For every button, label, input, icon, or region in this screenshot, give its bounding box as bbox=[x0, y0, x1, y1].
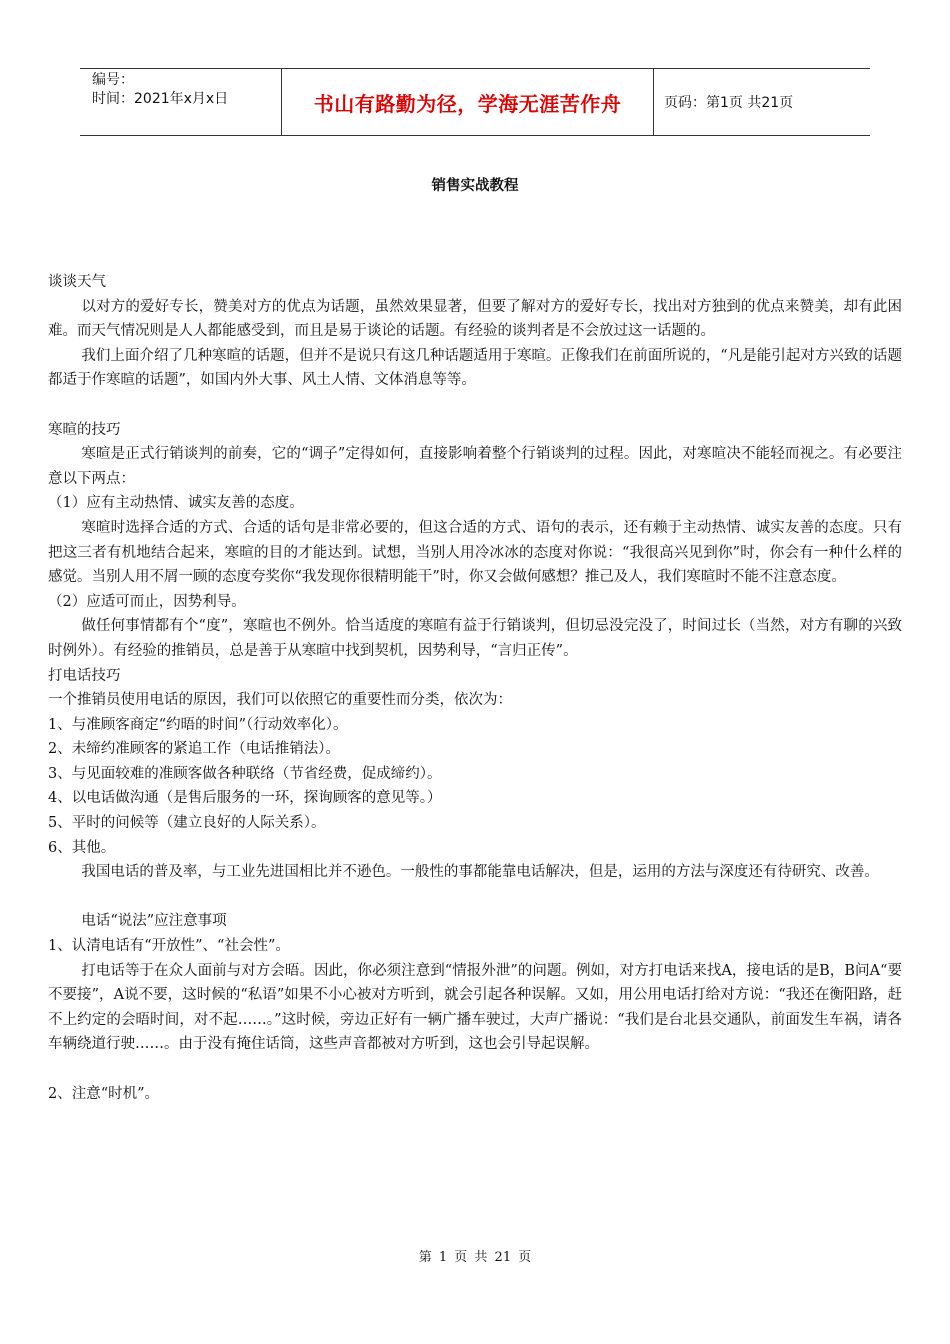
document-body bbox=[48, 270, 902, 1106]
document-title: 销售实战教程 bbox=[431, 178, 519, 194]
list-item: 1、认清电话有“开放性”、“社会性”。 bbox=[48, 938, 290, 955]
header-page-cell bbox=[654, 69, 870, 135]
list-item: 6、其他。 bbox=[48, 839, 116, 856]
paragraph: 一个推销员使用电话的原因，我们可以依照它的重要性而分类，依次为： bbox=[48, 692, 512, 709]
paragraph: 我们上面介绍了几种寒暄的话题，但并不是说只有这几种话题适用于寒暄。正像我们在前面所说的，“凡是能引起对方兴致的话题都适于作寒暄的话题”，如国内外大事、风土人情、文体消息等等。 bbox=[48, 347, 902, 389]
document-date: 时间：2021年x月x日 bbox=[92, 91, 229, 107]
paragraph: 打电话等于在众人面前与对方会晤。因此，你必须注意到“情报外泄”的问题。例如，对方打电话来找A，接电话的是B，B问A“要不要接”，A说不要，这时候的“私语”如果不小心被对方听到，就会引起各种误解。又如，用公用电话打给对方说：“我还在衡阳路，赶不上约定的会晤时间，对不起……。”这时候，旁边正好有一辆广播车驶过，大声广播说：“我们是台北县交通队，前面发生车祸，请各车辆绕道行驶……。由于没有掩住话筒，这些声音都被对方听到，这也会引导起误解。 bbox=[48, 962, 902, 1053]
paragraph: 做任何事情都有个“度”，寒暄也不例外。恰当适度的寒暄有益于行销谈判，但切忌没完没了，时间过长（当然，对方有聊的兴致时例外）。有经验的推销员，总是善于从寒暄中找到契机，因势利导，“言归正传”。 bbox=[48, 618, 902, 659]
header-table bbox=[80, 68, 870, 136]
header-motto-cell bbox=[282, 69, 654, 135]
list-item: （1）应有主动热情、诚实友善的态度。 bbox=[48, 495, 304, 512]
list-item: 3、与见面较难的准顾客做各种联络（节省经费，促成缔约）。 bbox=[48, 765, 442, 782]
paragraph: 寒暄是正式行销谈判的前奏，它的“调子”定得如何，直接影响着整个行销谈判的过程。因此，对寒暄决不能轻而视之。有必要注意以下两点： bbox=[48, 446, 902, 487]
header-motto: 书山有路勤为径，学海无涯苦作舟 bbox=[313, 91, 622, 116]
list-item: （2）应适可而止，因势利导。 bbox=[48, 593, 246, 610]
page-footer: 第 1 页 共 21 页 bbox=[418, 1250, 532, 1265]
list-item: 5、平时的问候等（建立良好的人际关系）。 bbox=[48, 815, 326, 832]
header-page-info: 页码：第1页 共21页 bbox=[664, 95, 794, 111]
paragraph: 寒暄时选择合适的方式、合适的话句是非常必要的，但这合适的方式、语句的表示，还有赖于主动热情、诚实友善的态度。只有把这三者有机地结合起来，寒暄的目的才能达到。试想，当别人用冷冰冰的态度对你说：“我很高兴见到你”时，你会有一种什么样的感觉。当别人用不屑一顾的态度夸奖你“我发现你很精明能干”时，你又会做何感想？推己及人，我们寒暄时不能不注意态度。 bbox=[48, 519, 902, 586]
section-heading-greeting-skills: 寒暄的技巧 bbox=[48, 421, 121, 438]
section-heading-phone-notes: 电话“说法”应注意事项 bbox=[81, 913, 227, 930]
list-item: 2、未缔约准顾客的紧追工作（电话推销法）。 bbox=[48, 741, 340, 758]
section-heading-phone-skills: 打电话技巧 bbox=[48, 667, 121, 684]
paragraph: 以对方的爱好专长，赞美对方的优点为话题，虽然效果显著，但要了解对方的爱好专长，找出对方独到的优点来赞美，却有此困难。而天气情况则是人人都能感受到，而且是易于谈论的话题。有经验的谈判者是不会放过这一话题的。 bbox=[48, 298, 902, 340]
list-item: 2、注意“时机”。 bbox=[48, 1085, 160, 1102]
list-item: 1、与准顾客商定“约晤的时间”（行动效率化）。 bbox=[48, 716, 348, 733]
paragraph: 我国电话的普及率，与工业先进国相比并不逊色。一般性的事都能靠电话解决，但是，运用的方法与深度还有待研究、改善。 bbox=[81, 864, 879, 881]
section-heading-weather: 谈谈天气 bbox=[48, 274, 106, 290]
list-item: 4、以电话做沟通（是售后服务的一环，探询顾客的意见等。） bbox=[48, 790, 442, 807]
document-number-label: 编号： bbox=[92, 72, 134, 88]
header-meta-cell bbox=[80, 69, 282, 135]
